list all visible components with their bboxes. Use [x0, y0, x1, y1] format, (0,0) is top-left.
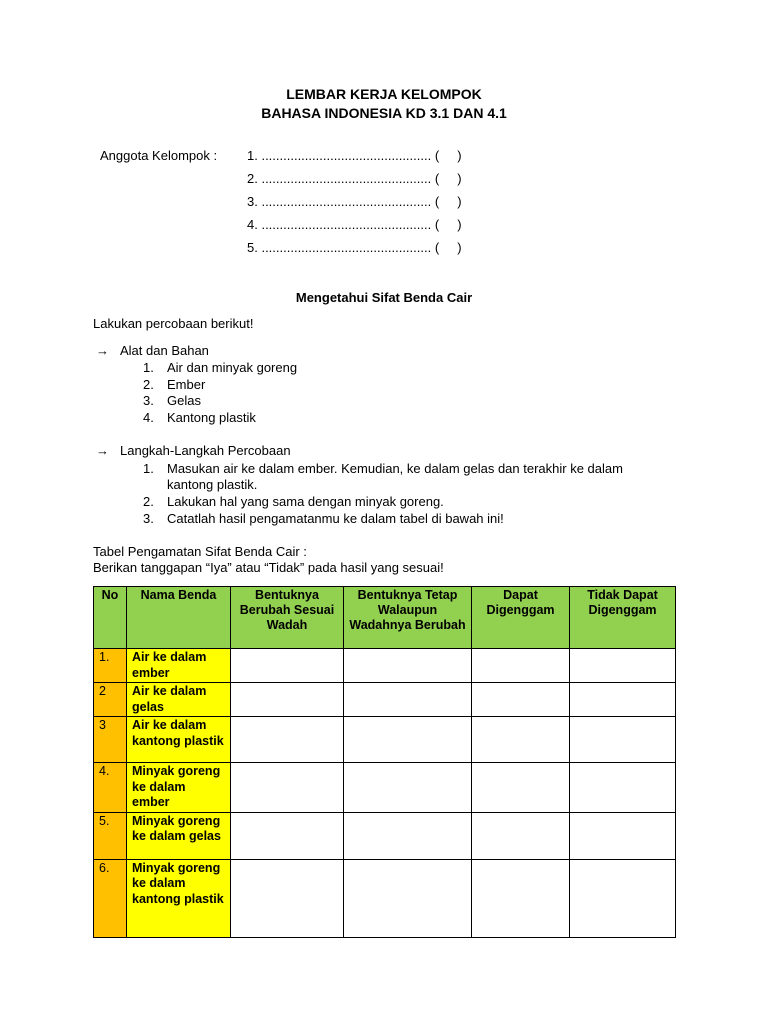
answer-cell[interactable] — [344, 859, 472, 937]
steps-heading: Langkah-Langkah Percobaan — [120, 443, 291, 458]
table-row — [94, 763, 676, 813]
row-no: 3 — [94, 717, 127, 763]
answer-cell[interactable] — [472, 683, 570, 717]
row-no: 5. — [94, 812, 127, 859]
row-no: 6. — [94, 859, 127, 937]
materials-num-1: 1. — [143, 360, 154, 375]
table-row — [94, 649, 676, 683]
row-name: Air ke dalam gelas — [127, 683, 231, 717]
answer-cell[interactable] — [344, 763, 472, 813]
materials-item-1: Air dan minyak goreng — [167, 360, 298, 375]
answer-cell[interactable] — [344, 649, 472, 683]
row-name: Air ke dalam ember — [127, 649, 231, 683]
answer-cell[interactable] — [344, 812, 472, 859]
answer-cell[interactable] — [472, 812, 570, 859]
row-name: Minyak goreng ke dalam gelas — [127, 812, 231, 859]
table-instruction: Berikan tanggapan “Iya” atau “Tidak” pada hasil yang sesuai! — [93, 560, 444, 575]
table-row — [94, 812, 676, 859]
answer-cell[interactable] — [231, 717, 344, 763]
answer-cell[interactable] — [570, 683, 676, 717]
materials-num-4: 4. — [143, 410, 154, 425]
header-shape-fixed: Bentuknya Tetap Walaupun Wadahnya Berubah — [344, 587, 472, 649]
answer-cell[interactable] — [472, 763, 570, 813]
steps-item-1-line-2: kantong plastik. — [167, 477, 258, 492]
row-name: Minyak goreng ke dalam kantong plastik — [127, 859, 231, 937]
materials-item-4: Kantong plastik — [167, 410, 256, 425]
observation-table — [93, 586, 676, 938]
row-no: 2 — [94, 683, 127, 717]
steps-num-3: 3. — [143, 511, 154, 526]
table-header-row — [94, 587, 676, 649]
materials-num-2: 2. — [143, 377, 154, 392]
header-name: Nama Benda — [127, 587, 231, 649]
steps-item-2: Lakukan hal yang sama dengan minyak goreng. — [167, 494, 444, 509]
answer-cell[interactable] — [231, 812, 344, 859]
row-no: 4. — [94, 763, 127, 813]
section-title: Mengetahui Sifat Benda Cair — [295, 290, 473, 305]
header-not-graspable: Tidak Dapat Digenggam — [570, 587, 676, 649]
row-name: Minyak goreng ke dalam ember — [127, 763, 231, 813]
steps-item-3: Catatlah hasil pengamatanmu ke dalam tabel di bawah ini! — [167, 511, 504, 526]
table-row — [94, 683, 676, 717]
table-caption: Tabel Pengamatan Sifat Benda Cair : — [93, 544, 307, 559]
arrow-right-icon: → — [96, 443, 109, 458]
worksheet-title: LEMBAR KERJA KELOMPOK — [286, 86, 482, 102]
header-shape-changes: Bentuknya Berubah Sesuai Wadah — [231, 587, 344, 649]
materials-item-2: Ember — [167, 377, 206, 392]
arrow-right-icon: → — [96, 343, 109, 358]
materials-item-3: Gelas — [167, 393, 201, 408]
answer-cell[interactable] — [344, 683, 472, 717]
table-row — [94, 859, 676, 937]
answer-cell[interactable] — [231, 763, 344, 813]
answer-cell[interactable] — [472, 717, 570, 763]
answer-cell[interactable] — [570, 859, 676, 937]
steps-item-1-line-1: Masukan air ke dalam ember. Kemudian, ke dalam gelas dan terakhir ke dalam — [167, 461, 623, 476]
header-no: No — [94, 587, 127, 649]
answer-cell[interactable] — [472, 859, 570, 937]
steps-num-2: 2. — [143, 494, 154, 509]
answer-cell[interactable] — [231, 683, 344, 717]
row-name: Air ke dalam kantong plastik — [127, 717, 231, 763]
answer-cell[interactable] — [570, 649, 676, 683]
member-line-5: 5. ............................................... ( ) — [247, 240, 462, 255]
materials-heading: Alat dan Bahan — [120, 343, 209, 358]
answer-cell[interactable] — [570, 812, 676, 859]
answer-cell[interactable] — [570, 763, 676, 813]
answer-cell[interactable] — [344, 717, 472, 763]
answer-cell[interactable] — [472, 649, 570, 683]
materials-num-3: 3. — [143, 393, 154, 408]
answer-cell[interactable] — [570, 717, 676, 763]
header-graspable: Dapat Digenggam — [472, 587, 570, 649]
steps-num-1: 1. — [143, 461, 154, 476]
member-line-2: 2. ............................................... ( ) — [247, 171, 462, 186]
row-no: 1. — [94, 649, 127, 683]
member-line-1: 1. ............................................... ( ) — [247, 148, 462, 163]
members-label: Anggota Kelompok : — [100, 148, 218, 163]
worksheet-subject: BAHASA INDONESIA KD 3.1 DAN 4.1 — [261, 105, 507, 121]
answer-cell[interactable] — [231, 859, 344, 937]
member-line-3: 3. ............................................... ( ) — [247, 194, 462, 209]
intro-text: Lakukan percobaan berikut! — [93, 316, 254, 331]
answer-cell[interactable] — [231, 649, 344, 683]
member-line-4: 4. ............................................... ( ) — [247, 217, 462, 232]
table-row — [94, 717, 676, 763]
